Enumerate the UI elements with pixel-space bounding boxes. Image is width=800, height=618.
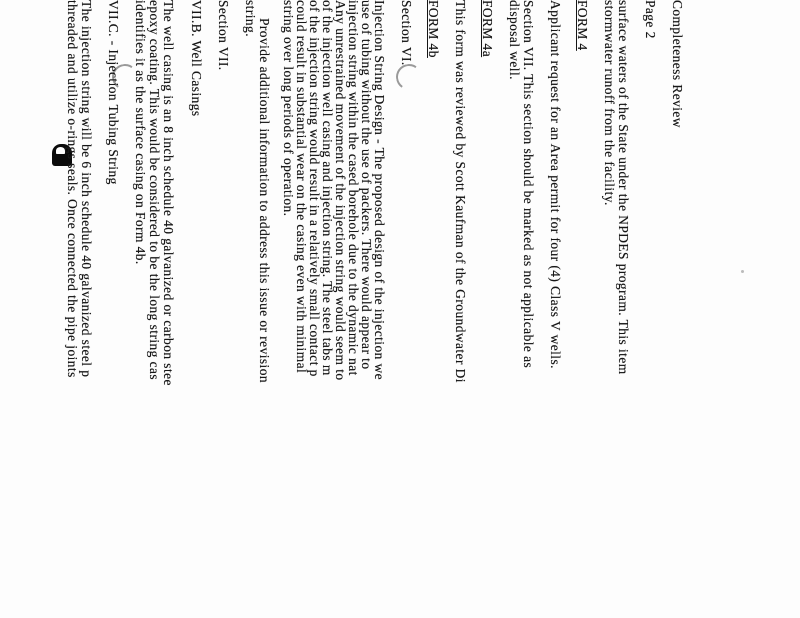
text-line: disposal well. <box>507 0 522 80</box>
text-line: stormwater runoff from the facility. <box>602 0 617 206</box>
subsection-heading-injection-tubing: VII.C. - Injection Tubing String <box>106 0 121 185</box>
text-line: threaded and utilize o-rings seals. Once connected the pipe joints <box>65 0 80 378</box>
text-line: of the injection well casing and injection string. The steel tabs m <box>320 0 335 376</box>
scan-speck <box>741 270 744 273</box>
text-line: Applicant request for an Area permit for four (4) Class V wells. <box>548 0 563 369</box>
text-line: of the injection string would result in a relatively small contact p <box>307 0 322 377</box>
subsection-heading-well-casings: VII.B. Well Casings <box>189 0 204 117</box>
section-heading-form-4a: FORM 4a <box>480 0 495 58</box>
text-line: Section VII. <box>216 0 231 71</box>
text-line: could result in substantial wear on the casing even with minimal <box>294 0 309 374</box>
text-line: Provide additional information to address this issue or revision <box>257 18 272 384</box>
text-line: The well casing is an 8 inch schedule 40 galvanized or carbon stee <box>161 0 176 386</box>
text-line: The injection string will be 6 inch schedule 40 galvanized steel p <box>79 0 94 378</box>
text-line: Section VI. <box>399 0 414 66</box>
text-line: Any unrestrained movement of the injection string would seem to <box>333 0 348 381</box>
document-title: Completeness Review <box>670 0 685 128</box>
text-line: epoxy coating. This would be considered to be the long string cas <box>147 0 162 381</box>
text-line: This form was reviewed by Scott Kaufman of the Groundwater Di <box>453 0 468 383</box>
text-line: injection string within the cased borehole due to the dynamic nat <box>346 0 361 376</box>
text-line: use of tubing without the use of packers. There would appear to <box>359 0 374 370</box>
text-line: identifies it as the surface casing on Form 4b. <box>133 0 148 265</box>
text-line: Section VII. This section should be marked as not applicable as <box>521 0 536 369</box>
section-heading-form-4: FORM 4 <box>575 0 590 51</box>
text-line: Injection String Design - The proposed design of the injection we <box>372 0 387 381</box>
text-line: string over long periods of operation. <box>281 0 296 217</box>
text-line: string. <box>243 0 258 37</box>
text-line: surface waters of the State under the NPDES program. This item <box>616 0 631 375</box>
page-number: Page 2 <box>643 0 658 39</box>
section-heading-form-4b: FORM 4b <box>426 0 441 58</box>
